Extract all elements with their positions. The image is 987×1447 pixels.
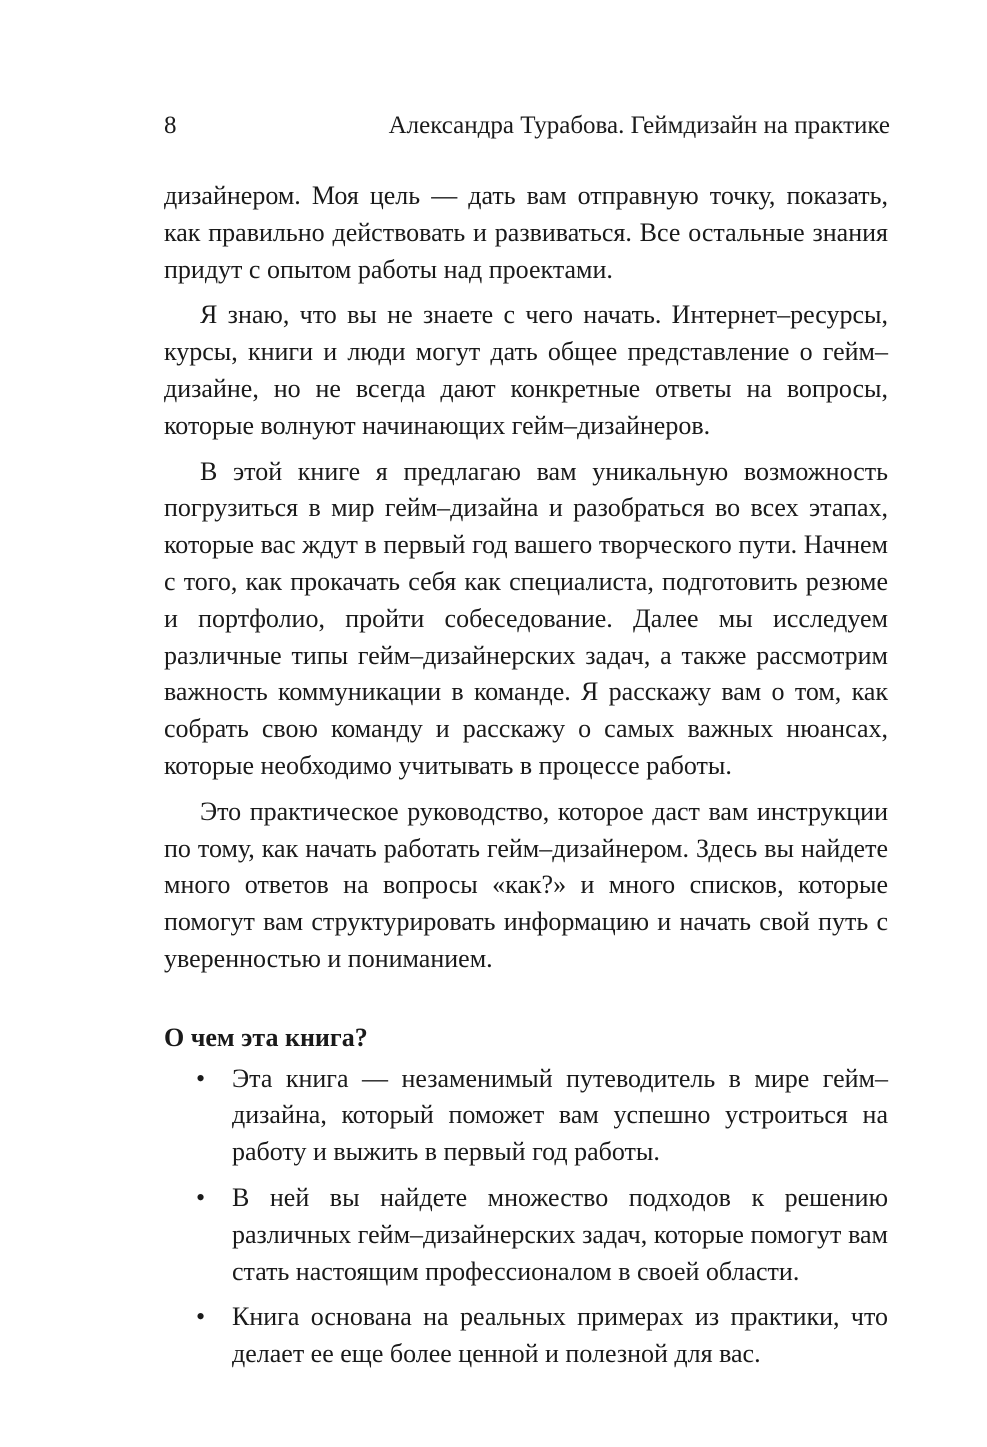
bullet-icon: • [196, 1063, 206, 1093]
list-item-text: Эта книга — незаменимый путеводитель в мире гейм–дизайна, который поможет вам успешно устроиться на работу и выжить в первый год работы. [232, 1063, 888, 1167]
list-item-text: В ней вы найдете множество подходов к решению различных гейм–дизайнерских задач, которые помогут вам стать настоящим профессионалом в своей области. [232, 1182, 888, 1286]
running-title: Александра Турабова. Геймдизайн на практике [388, 112, 890, 139]
list-item [164, 1061, 888, 1171]
paragraph: Это практическое руководство, которое даст вам инструкции по тому, как начать работать гейм–дизайнером. Здесь вы найдете много ответов на вопросы «как?» и много списков, которые помогут вам структурировать информацию и начать свой путь с уверенностью и пониманием. [164, 796, 888, 973]
list-item [164, 1180, 888, 1290]
bullet-list [164, 1061, 888, 1373]
list-item [164, 1299, 888, 1373]
running-header [164, 112, 890, 148]
paragraph-continued: дизайнером. Моя цель — дать вам отправную точку, показать, как правильно действовать и развиваться. Все остальные знания придут с опытом работы над проектами. [164, 181, 888, 284]
list-item-text: Книга основана на реальных примерах из практики, что делает ее еще более ценной и полезной для вас. [232, 1302, 888, 1369]
body-text [164, 178, 888, 1382]
page-number: 8 [164, 112, 177, 139]
bullet-icon: • [196, 1182, 206, 1212]
paragraph: Я знаю, что вы не знаете с чего начать. Интернет–ресурсы, курсы, книги и люди могут дать общее представление о гейм–дизайне, но не всегда дают конкретные ответы на вопросы, которые волнуют начинающих гейм–дизайнеров. [164, 300, 888, 440]
paragraph: В этой книге я предлагаю вам уникальную возможность погрузиться в мир гейм–дизайна и разобраться во всех этапах, которые вас ждут в первый год вашего творческого пути. Начнем с того, как прокачать себя как специалиста, подготовить резюме и портфолио, пройти собеседование. Далее мы исследуем различные типы гейм–дизайнерских задач, а также рассмотрим важность коммуникации в команде. Я расскажу вам о том, как собрать свою команду и расскажу о самых важных нюансах, которые необходимо учитывать в процессе работы. [164, 456, 888, 780]
section-heading: О чем эта книга? [164, 1022, 368, 1052]
bullet-icon: • [196, 1302, 206, 1332]
